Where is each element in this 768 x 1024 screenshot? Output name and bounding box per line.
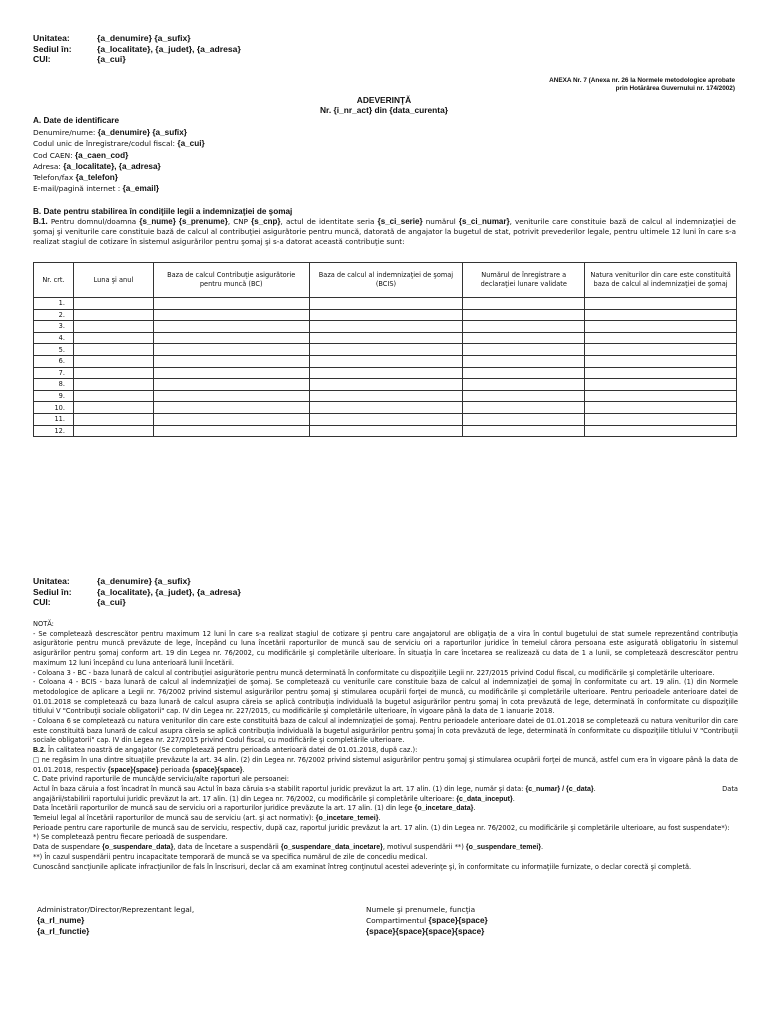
signature-left (37, 904, 194, 937)
table-cell (585, 298, 737, 310)
section-c-heading: C. Date privind raporturile de muncă/de serviciu/alte raporturi ale persoanei: (33, 775, 289, 784)
table-cell (585, 332, 737, 344)
document-number: Nr. {i_nr_act} din {data_curenta} (319, 105, 448, 115)
c-suspend-note: *) Se completează pentru fiecare perioadă de suspendare. (33, 833, 228, 842)
note-paragraph: - Coloana 3 - BC - baza lunară de calcul al contribuţiei asigurătorie pentru muncă determinată în conformitate cu dispoziţiile Legii nr. 227/2015 privind Codul fiscal, cu modificările şi completările ulterioare. (33, 668, 715, 677)
table-cell (153, 390, 309, 402)
table-row (34, 344, 737, 356)
table-cell (463, 402, 585, 414)
row-number: 3. (34, 321, 74, 333)
table-cell (463, 332, 585, 344)
unit-label: Unitatea: (33, 576, 70, 586)
document-title: ADEVERINŢĂ (356, 95, 412, 105)
table-header-row (34, 263, 737, 298)
table-cell (463, 379, 585, 391)
c-medical-note: **) În cazul suspendării pentru incapacitate temporară de muncă se va specifica numărul de zile de concediu medical. (33, 852, 428, 861)
table-cell (585, 413, 737, 425)
id-address: Adresa: {a_localitate}, {a_adresa} (33, 161, 161, 171)
table-cell (585, 425, 737, 437)
table-cell (309, 367, 463, 379)
table-row (34, 298, 737, 310)
signature-right: Numele şi prenumele, funcţia Compartimentul {space}{space} {space}{space}{space}{space} (366, 905, 488, 936)
id-name: Denumire/nume: {a_denumire} {a_sufix} (33, 128, 187, 137)
table-cell (463, 344, 585, 356)
table-cell (585, 379, 737, 391)
note-paragraph: - Coloana 4 - BCIS - baza lunară de calcul al indemnizaţiei de şomaj. Se completează cu veniturile care constituie baza de calcul al indemnizaţiei de şomaj în conformitate cu art. 19 alin. (1) din Normele metodologice de aplicare a Legii nr. 76/2002 privind sistemul asigurărilor pentru şomaj şi stimularea ocupării forţei de muncă, cu modificările şi completările ulterioare. Pentru perioadele anterioare datei de 01.01.2018 se completează cu baza lunară de calcul asupra căreia se aplică contribuţia individuală la bugetul asigurărilor pentru şomaj în cota prevăzută de lege, determinată în conformitate cu dispoziţiile titlului V "Contribuţii sociale obligatorii" cap. IV din Legea nr. 227/2015, cu modificările şi completările ulterioare, în vigoare până la data de 1 ianuarie 2018. (33, 678, 738, 716)
table-row (34, 413, 737, 425)
table-header-cell: Nr. crt. (34, 263, 74, 298)
table-cell (153, 402, 309, 414)
table-cell (73, 367, 153, 379)
table-cell (463, 390, 585, 402)
table-row (34, 425, 737, 437)
table-cell (73, 309, 153, 321)
table-header-cell: Baza de calcul Contribuţie asigurătorie pentru muncă (BC) (153, 263, 309, 298)
table-cell (309, 309, 463, 321)
row-number: 9. (34, 390, 74, 402)
annex-line-2: prin Hotărârea Guvernului nr. 174/2002) (615, 85, 735, 92)
table-cell (153, 355, 309, 367)
table-cell (309, 321, 463, 333)
table-cell (73, 402, 153, 414)
row-number: 6. (34, 355, 74, 367)
id-email: E-mail/pagină internet : {a_email} (33, 184, 160, 194)
table-cell (153, 298, 309, 310)
legal-rep-name: {a_rl_nume} (37, 916, 85, 925)
table-row (34, 309, 737, 321)
table-cell (153, 425, 309, 437)
table-cell (309, 402, 463, 414)
legal-rep-function: {a_rl_functie} (37, 927, 90, 936)
table-cell (309, 298, 463, 310)
row-number: 10. (34, 402, 74, 414)
table-cell (309, 425, 463, 437)
row-number: 11. (34, 413, 74, 425)
signature-left-label: Administrator/Director/Reprezentant legal, (37, 905, 195, 914)
table-cell (309, 379, 463, 391)
department-value-2: {space}{space}{space}{space} (366, 927, 485, 936)
table-row (34, 379, 737, 391)
cui-value: {a_cui} (97, 54, 126, 65)
table-cell (153, 379, 309, 391)
table-cell (309, 332, 463, 344)
seat-label: Sediul în: (33, 43, 72, 54)
cui-label: CUI: (33, 597, 51, 608)
table-cell (153, 309, 309, 321)
b2-checkbox-line: □ ne regăsim în una dintre situaţiile prevăzute la art. 34 alin. (2) din Legea nr. 76/2002 privind sistemul asigurărilor pentru şomaj şi stimularea ocupării forţei de muncă, astfel cum era în vigoare până la data de 01.01.2018, respectiv {space}{space} perioada {space}{space}. (33, 755, 738, 774)
table-cell (585, 309, 737, 321)
row-number: 5. (34, 344, 74, 356)
annex-line-1: ANEXA Nr. 7 (Anexa nr. 26 la Normele metodologice aprobate (549, 77, 735, 84)
table-row (34, 332, 737, 344)
row-number: 1. (34, 298, 74, 310)
table-cell (73, 355, 153, 367)
table-row (34, 355, 737, 367)
table-cell (585, 367, 737, 379)
unit-header-top (33, 33, 241, 65)
c-act-line: Actul în baza căruia a fost încadrat în muncă sau Actul în baza căruia s-a stabilit raportul juridic prevăzut la art. 17 alin. (1) din lege, număr şi data: {c_numar} / {c_data}. Data (33, 784, 738, 793)
table-cell (309, 344, 463, 356)
nota-label: NOTĂ: (33, 620, 54, 628)
table-cell (153, 344, 309, 356)
id-caen: Cod CAEN: {a_caen_cod} (33, 150, 129, 160)
c-suspend-intro: Perioade pentru care raporturile de muncă sau de serviciu, respectiv, după caz, raportul juridic prevăzut la art. 17 alin. (1) din Legea nr. 76/2002, cu modificările şi completările ulterioare, au fost suspendate*): (33, 823, 730, 832)
section-b-heading: B. Date pentru stabilirea în condiţiile legii a indemnizaţiei de şomaj (33, 207, 293, 216)
table-cell (585, 390, 737, 402)
c-suspend-line: Data de suspendare {o_suspendare_data}, data de încetare a suspendării {o_suspendare_data_incetare}, motivul suspendării **) {o_suspendare_temei}. (33, 843, 544, 852)
table-header-cell: Luna şi anul (73, 263, 153, 298)
table-row (34, 321, 737, 333)
identification-list (33, 127, 205, 195)
id-cui: Codul unic de înregistrare/codul fiscal: {a_cui} (33, 139, 205, 149)
declaration-text: Cunoscând sancţiunile aplicate infracţiunilor de fals în înscrisuri, declar că am examinat întreg conţinutul acestei adeverinţe şi, în conformitate cu informaţiile furnizate, o declar corectă şi completă. (33, 862, 692, 871)
id-phone: Telefon/fax {a_telefon} (33, 173, 118, 183)
unit-value: {a_denumire} {a_sufix} (97, 33, 191, 43)
table-header-cell: Numărul de înregistrare a declaraţiei lunare validate (463, 263, 585, 298)
notes-section (33, 620, 738, 872)
table-row (34, 402, 737, 414)
b2-line: B.2. În calitatea noastră de angajator (Se completează pentru perioada anterioară datei de 01.01.2018, după caz.): (33, 746, 418, 755)
row-number: 12. (34, 425, 74, 437)
table-cell (463, 425, 585, 437)
row-number: 4. (34, 332, 74, 344)
table-cell (463, 298, 585, 310)
section-a-heading: A. Date de identificare (33, 116, 119, 125)
table-cell (73, 390, 153, 402)
row-number: 2. (34, 309, 74, 321)
seat-value: {a_localitate}, {a_judet}, {a_adresa} (97, 586, 241, 597)
table-cell (585, 344, 737, 356)
income-table (33, 262, 737, 437)
table-cell (73, 379, 153, 391)
table-cell (73, 321, 153, 333)
table-cell (153, 413, 309, 425)
seat-label: Sediul în: (33, 586, 72, 597)
table-cell (463, 355, 585, 367)
cui-label: CUI: (33, 54, 51, 65)
table-header-cell: Natura veniturilor din care este constituită baza de calcul al indemnizaţiei de şomaj (585, 263, 737, 298)
table-cell (309, 355, 463, 367)
table-header-cell: Baza de calcul al indemnizaţiei de şomaj (BCIS) (309, 263, 463, 298)
table-cell (585, 321, 737, 333)
table-cell (585, 402, 737, 414)
table-cell (463, 413, 585, 425)
unit-header-bottom (33, 576, 241, 608)
table-cell (463, 309, 585, 321)
table-cell (73, 425, 153, 437)
signature-right-label: Numele şi prenumele, funcţia (366, 905, 476, 914)
unit-value: {a_denumire} {a_sufix} (97, 576, 191, 586)
c-legal-line: Temeiul legal al încetării raporturilor de muncă sau de serviciu (art. şi act normativ): {o_incetare_temei}. (33, 814, 381, 823)
department-value: {space}{space} (428, 916, 488, 925)
cui-value: {a_cui} (97, 597, 126, 608)
c-hire-line: angajării/stabilirii raportului juridic prevăzut la art. 17 alin. (1) din Legea nr. 76/2002, cu modificările şi completările ulterioare: {c_data_inceput}. (33, 794, 515, 803)
table-row (34, 367, 737, 379)
section-b1-paragraph: B.1. Pentru domnul/doamna {s_nume} {s_prenume}, CNP {s_cnp}, actul de identitate seria {s_ci_serie} numărul {s_ci_numar}, veniturile care constituie bază de calcul al indemnizaţiei de şomaj şi veniturile care constituie bază de calcul al contribuţiei asigurătorie pentru muncă, datorată de angajator la bugetul de stat, potrivit prevederilor legale, pentru ultimele 12 luni în care s-a realizat stagiul de cotizare în sistemul asigurărilor pentru şomaj şi s-a datorat această contribuţie sunt: (33, 217, 736, 247)
row-number: 7. (34, 367, 74, 379)
table-cell (153, 321, 309, 333)
table-cell (309, 390, 463, 402)
note-paragraph: - Coloana 6 se completează cu natura veniturilor din care este constituită baza de calcul al indemnizaţiei de şomaj. Pentru perioadele anterioare datei de 01.01.2018 se completează cu natura veniturilor din care este constituită baza lunară de calcul asupra căreia se aplică contribuţia individuală la bugetul asigurărilor pentru şomaj în cota prevăzută de lege, determinată în conformitate cu dispoziţiile titlului V "Contribuţii sociale obligatorii" cap. IV din Legea nr. 227/2015 privind Codul fiscal, cu modificările şi completările ulterioare. (33, 717, 738, 745)
row-number: 8. (34, 379, 74, 391)
table-cell (73, 344, 153, 356)
table-cell (73, 413, 153, 425)
table-cell (73, 332, 153, 344)
table-cell (73, 298, 153, 310)
table-cell (153, 332, 309, 344)
note-paragraph: - Se completează descrescător pentru maximum 12 luni în care s-a realizat stagiul de cotizare şi pentru care angajatorul are obligaţia de a vira în contul bugetului de stat sumele reprezentând contribuţia asigurătorie pentru muncă prevăzute de lege, începând cu luna încetării raporturilor de muncă sau de serviciu ori a raporturilor juridice în temeiul cărora persoana este asigurată obligatoriu în sistemul asigurărilor pentru şomaj conform art. 19 din Legea nr. 76/2002, cu modificările şi completările ulterioare. În situaţia în care încetarea se realizează cu data de 1 a lunii, se completează descrescător pentru maximum 12 luni începând cu luna anterioară lunii încetării. (33, 629, 738, 667)
table-cell (309, 413, 463, 425)
seat-value: {a_localitate}, {a_judet}, {a_adresa} (97, 43, 241, 54)
table-row (34, 390, 737, 402)
table-cell (153, 367, 309, 379)
unit-label: Unitatea: (33, 33, 70, 43)
c-end-line: Data încetării raporturilor de muncă sau de serviciu ori a raporturilor juridice prevăzute la art. 17 alin. (1) din lege {o_incetare_data}. (33, 804, 476, 813)
annex-reference (549, 77, 735, 93)
table-cell (585, 355, 737, 367)
table-cell (463, 321, 585, 333)
table-cell (463, 367, 585, 379)
